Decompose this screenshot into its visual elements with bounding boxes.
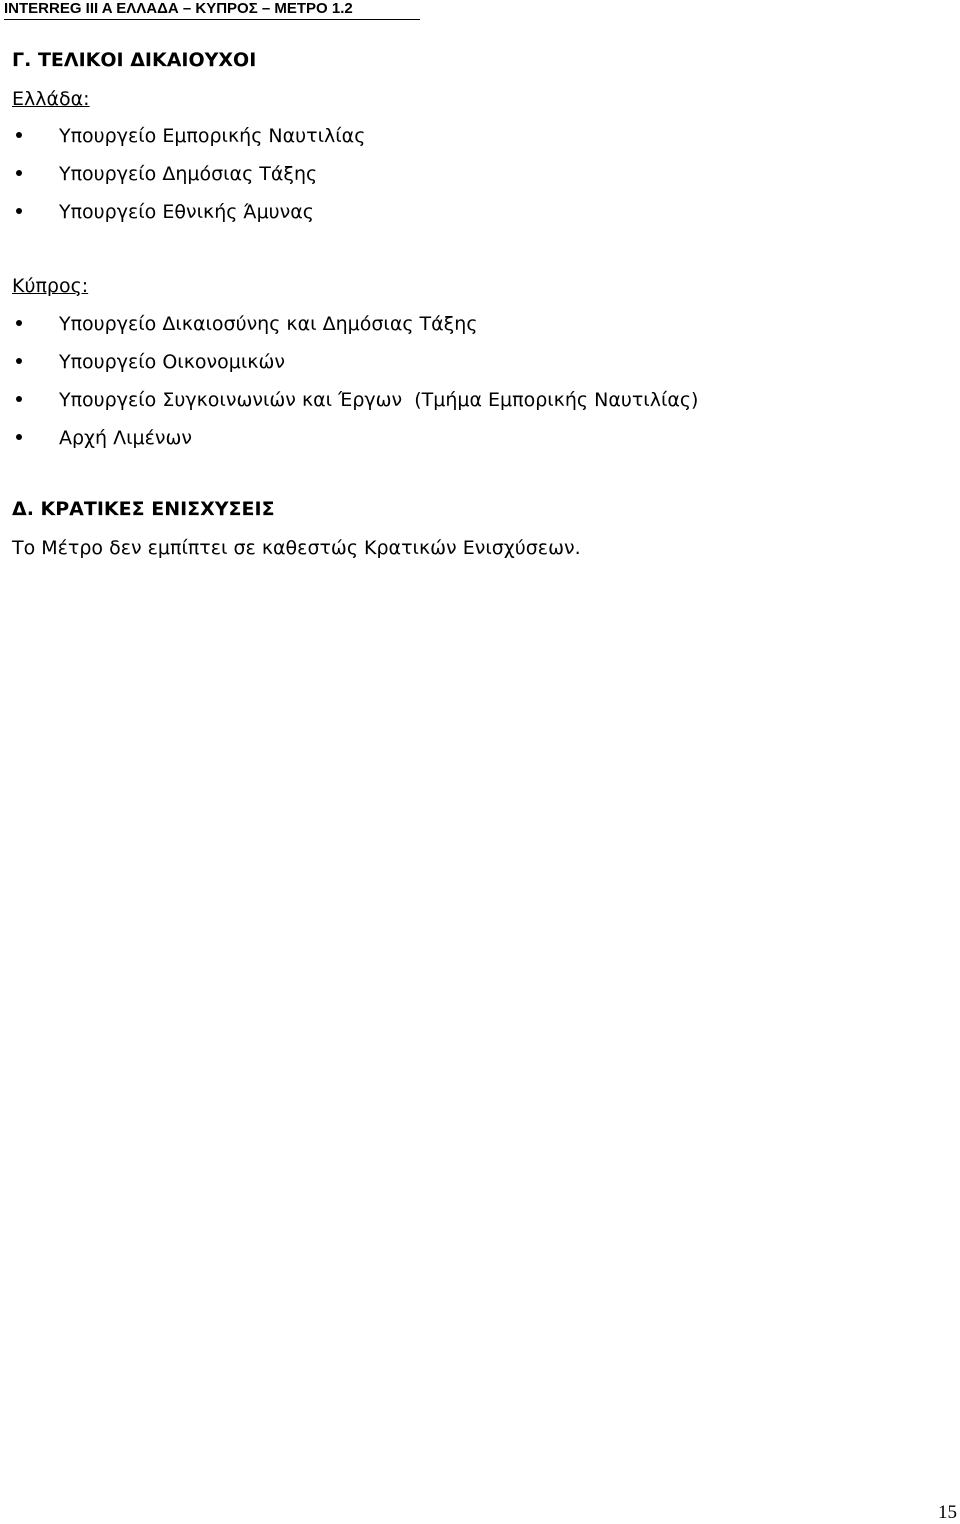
bullet-icon — [16, 434, 22, 440]
list-item-text: Υπουργείο Δημόσιας Τάξης — [59, 163, 318, 185]
section-g-title: Γ. ΤΕΛΙΚΟΙ ΔΙΚΑΙΟΥΧΟΙ — [12, 49, 257, 71]
header-underline — [4, 19, 420, 20]
bullet-icon — [16, 132, 22, 138]
bullet-icon — [16, 170, 22, 176]
bullet-icon — [16, 396, 22, 402]
section-d-text: Το Μέτρο δεν εμπίπτει σε καθεστώς Κρατικών Ενισχύσεων. — [12, 537, 581, 559]
bullet-icon — [16, 358, 22, 364]
list-item-text: Υπουργείο Οικονομικών — [59, 351, 286, 373]
bullet-icon — [16, 320, 22, 326]
bullet-icon — [16, 208, 22, 214]
page-number: 15 — [938, 1502, 957, 1523]
greece-label: Ελλάδα: — [12, 88, 90, 110]
list-item-text: Υπουργείο Εθνικής Άμυνας — [59, 201, 314, 223]
cyprus-label: Κύπρος: — [12, 275, 89, 297]
list-item-text: Υπουργείο Εμπορικής Ναυτιλίας — [59, 125, 366, 147]
section-d-title: Δ. ΚΡΑΤΙΚΕΣ ΕΝΙΣΧΥΣΕΙΣ — [12, 498, 275, 520]
list-item-text: Αρχή Λιμένων — [59, 427, 193, 449]
list-item-text: Υπουργείο Συγκοινωνιών και Έργων (Τμήμα Εμπορικής Ναυτιλίας) — [59, 389, 699, 411]
running-header-title: INTERREG III A ΕΛΛΑΔΑ – ΚΥΠΡΟΣ – ΜΕΤΡΟ 1.2 — [4, 0, 353, 17]
list-item-text: Υπουργείο Δικαιοσύνης και Δημόσιας Τάξης — [59, 313, 478, 335]
